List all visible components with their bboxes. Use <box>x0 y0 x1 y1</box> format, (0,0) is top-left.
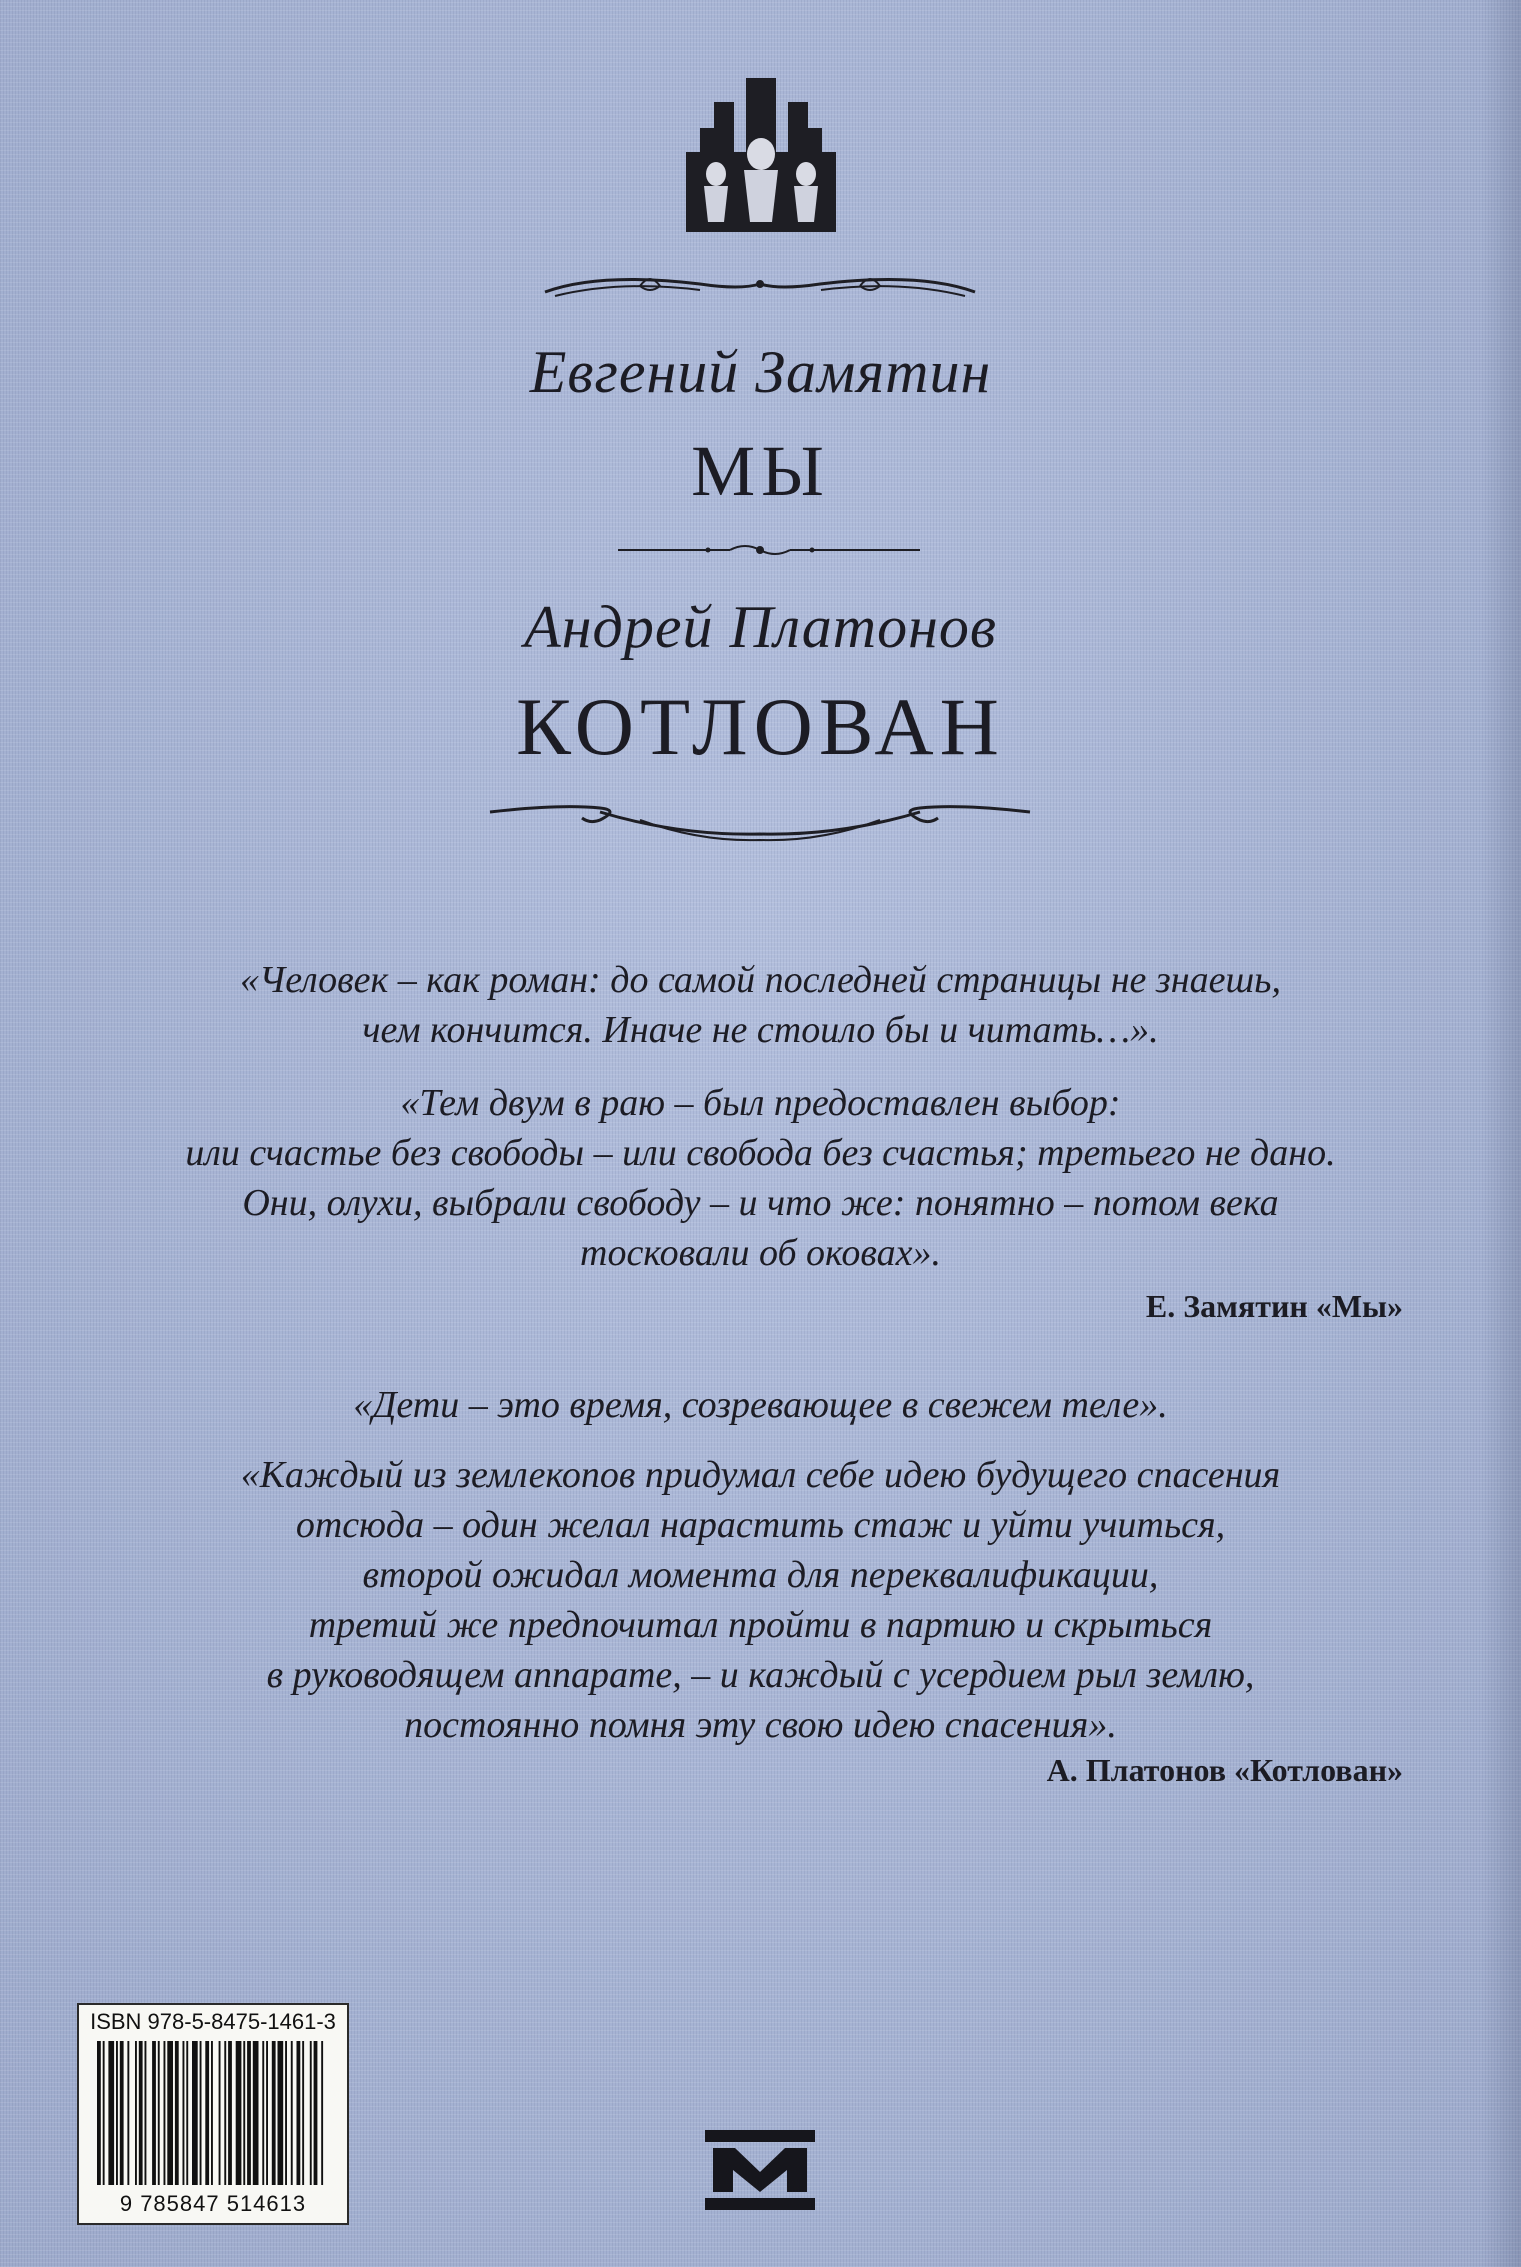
quote-platonov-1 <box>0 1380 1521 1430</box>
barcode-icon <box>79 2039 347 2189</box>
author-name-2: Андрей Платонов <box>524 594 997 660</box>
series-emblem <box>0 72 1521 232</box>
quote-line: «Человек – как роман: до самой последней страницы не знаешь, <box>240 959 1281 1001</box>
quote-line: в руководящем аппарате, – и каждый с усердием рыл землю, <box>266 1654 1255 1696</box>
quote-zamyatin-1 <box>0 955 1521 1055</box>
quote-platonov-2 <box>0 1450 1521 1750</box>
flourish-ornament-icon <box>0 790 1521 850</box>
isbn-barcode <box>77 2003 349 2225</box>
bottom-flourish <box>0 790 1521 850</box>
quote-line: тосковали об оковах». <box>580 1232 941 1274</box>
middle-divider <box>0 538 1521 562</box>
attribution-platonov: А. Платонов «Котлован» <box>1046 1752 1403 1788</box>
quote-line: отсюда – один желал нарастить стаж и уйти учиться, <box>295 1504 1226 1546</box>
publisher-m-logo-icon <box>705 2130 815 2210</box>
art-deco-figures-emblem-icon <box>0 72 1521 232</box>
barcode-digits: 9 785847 514613 <box>119 2191 307 2216</box>
flourish-ornament-icon <box>0 262 1521 312</box>
divider-ornament-icon <box>0 538 1521 562</box>
book-title-2: КОТЛОВАН <box>516 681 1005 772</box>
author-name-1: Евгений Замятин <box>529 339 992 405</box>
publisher-logo <box>705 2130 815 2210</box>
quote-zamyatin-2 <box>0 1078 1521 1278</box>
quote-line: «Дети – это время, созревающее в свежем теле». <box>353 1384 1168 1426</box>
top-flourish <box>0 262 1521 312</box>
quote-line: «Каждый из землекопов придумал себе идею будущего спасения <box>240 1454 1281 1496</box>
attribution-zamyatin: Е. Замятин «Мы» <box>1145 1288 1403 1324</box>
book-title-1: МЫ <box>691 431 830 511</box>
quote-line: или счастье без свободы – или свобода без счастья; третьего не дано. <box>185 1132 1336 1174</box>
quote-line: второй ожидал момента для переквалификации, <box>362 1554 1159 1596</box>
quote-line: третий же предпочитал пройти в партию и скрыться <box>308 1604 1213 1646</box>
quote-line: Они, олухи, выбрали свободу – и что же: понятно – потом века <box>242 1182 1279 1224</box>
isbn-label: ISBN 978-5-8475-1461-3 <box>90 2009 336 2034</box>
quote-line: «Тем двум в раю – был предоставлен выбор: <box>400 1082 1121 1124</box>
quote-line: постоянно помня эту свою идею спасения». <box>404 1704 1117 1746</box>
quote-line: чем кончится. Иначе не стоило бы и читать…». <box>362 1009 1159 1051</box>
